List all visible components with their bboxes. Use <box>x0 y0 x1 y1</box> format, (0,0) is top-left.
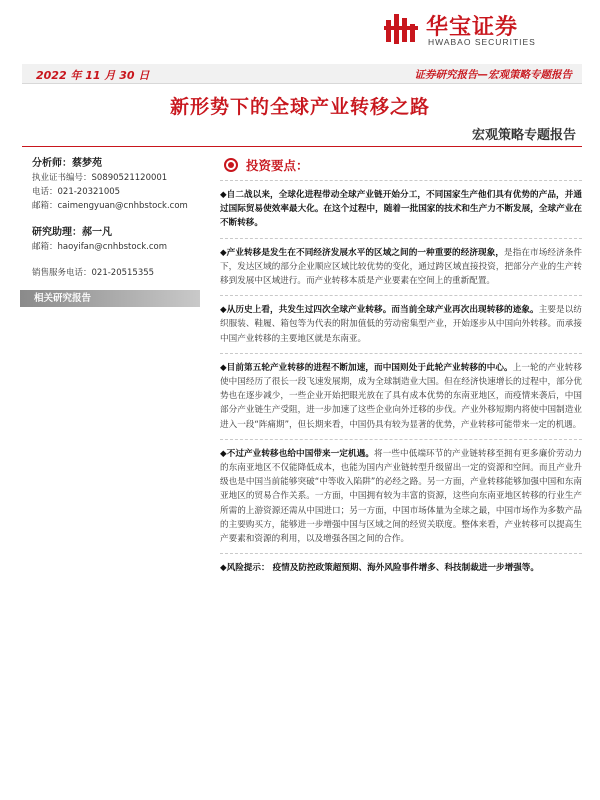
investment-summary <box>220 156 582 582</box>
date-bar <box>22 64 582 84</box>
assistant-email: 邮箱：haoyifan@cnhbstock.com <box>32 242 168 252</box>
summary-paragraph: ◆产业转移是发生在不同经济发展水平的区域之间的一种重要的经济现象，是指在市场经济条件下，发达区域的部分企业顺应区域比较优势的变化，通过跨区域直接投资，把部分产业的生产转移到发展中区域进行。而产业转移本质是产业要素在空间上的重新配置。 <box>220 247 582 287</box>
report-type: 宏观策略专题报告 <box>471 128 576 143</box>
brand-logo <box>384 10 574 52</box>
brand-name-cn: 华宝证券 <box>426 15 519 40</box>
title-divider <box>22 146 582 147</box>
summary-paragraph: ◆目前第五轮产业转移的进程不断加速，而中国则处于此轮产业转移的中心。上一轮的产业转移使中国经历了很长一段飞速发展期，成为全球制造业大国。但在经济快速增长的过程中，部分优势也在逐步减少，一些企业开始把眼光放在了具有成本优势的东南亚地区，而疫情来袭后，中国部分产业链生产受阻，进一步加速了这些企业向外迁移的步伐。产业外移短期内将使中国制造业进入一段“阵痛期”，但长期来看，中国仍具有较为显著的优势，产业转移可能带来一定的机遇。 <box>220 362 582 430</box>
report-date: 2022 年 11 月 30 日 <box>36 69 150 82</box>
report-series: 证券研究报告—宏观策略专题报告 <box>414 69 572 81</box>
target-icon <box>224 158 238 172</box>
analyst-phone: 电话：021-20321005 <box>32 187 121 197</box>
sales-phone: 销售服务电话：021-20515355 <box>32 268 155 278</box>
summary-heading <box>220 156 582 174</box>
summary-title: 投资要点： <box>246 158 309 173</box>
brand-name-en: HWABAO SECURITIES <box>428 37 536 47</box>
page-title: 新形势下的全球产业转移之路 <box>169 96 430 118</box>
risk-warning: ◆风险提示： 疫情及防控政策超预期、海外风险事件增多、科技制裁进一步增强等。 <box>220 563 539 574</box>
analyst-cert: 执业证书编号：S0890521120001 <box>32 173 168 183</box>
assistant-name: 研究助理：郝一凡 <box>32 227 112 238</box>
analyst-info <box>32 156 207 307</box>
analyst-email: 邮箱：caimengyuan@cnhbstock.com <box>32 201 188 211</box>
analyst-name: 分析师：蔡梦苑 <box>32 158 102 169</box>
summary-paragraph: ◆自二战以来，全球化进程带动全球产业链开始分工，不同国家生产他们具有优势的产品，并通过国际贸易使效率最大化。在这个过程中，随着一批国家的技术和生产力不断发展，全球产业在不断转移。 <box>220 190 582 229</box>
related-reports-header: 相关研究报告 <box>20 290 200 307</box>
summary-paragraph: ◆不过产业转移也给中国带来一定机遇。将一些中低端环节的产业链转移至拥有更多廉价劳动力的东南亚地区不仅能降低成本，也能为国内产业链转型升级留出一定的资源和空间。而且产业升级也是中国当前能够突破“中等收入陷阱”的必经之路。另一方面，产业转移能够加强中国和东南亚地区的贸易合作关系。一方面，中国拥有较为丰富的资源，这些向东南亚地区转移的行业生产所需的上游资源还需从中国进口；另一方面，中国市场体量为全球之最，中国市场作为多数产品的主要购买方，能够进一步增强中国与区域之间的经贸关联度。整体来看，产业转移可以提高生产要素和资源的利用，以及增强各国之间的合作。 <box>220 448 582 545</box>
hwabao-logo-icon <box>384 12 420 46</box>
summary-paragraph: ◆从历史上看，共发生过四次全球产业转移。而当前全球产业再次出现转移的迹象。主要是以纺织服装、鞋履、箱包等为代表的附加值低的劳动密集型产业，开始逐步从中国向外转移。而承接中国产业转移的主要地区就是东南亚。 <box>220 305 582 344</box>
